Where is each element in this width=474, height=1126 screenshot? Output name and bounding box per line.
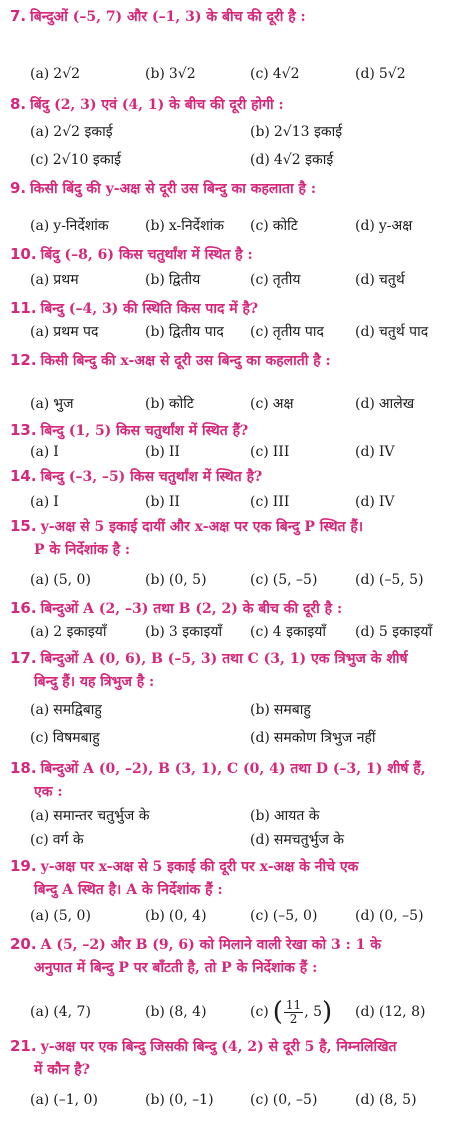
option-text: समद्विबाहु	[53, 702, 102, 718]
q21-option-c	[250, 1090, 317, 1110]
q8-option-d	[250, 150, 333, 170]
q10-option-d	[355, 270, 405, 290]
q18-option-b	[250, 806, 320, 826]
question-text: किसी बिंदु की y-अक्ष से दूरी उस बिन्दु का कहलाता है :	[30, 181, 316, 197]
question-number: 16.	[10, 599, 37, 617]
q12-option-b	[145, 394, 194, 414]
question-15-line-2: P के निर्देशांक है :	[34, 542, 131, 558]
q11-option-d	[355, 322, 428, 342]
option-label: (d)	[355, 272, 375, 288]
question-number: 8.	[10, 95, 27, 113]
option-text: III	[272, 494, 290, 510]
q8-option-c	[30, 150, 121, 170]
option-text: 4 इकाइयाँ	[272, 624, 326, 640]
option-text: (8, 4)	[168, 1004, 207, 1020]
option-label: (a)	[30, 624, 50, 640]
q19-option-d	[355, 906, 424, 926]
q7-option-c	[250, 64, 300, 84]
option-text: 2 इकाइयाँ	[53, 624, 107, 640]
question-text: बिन्दुओं A (2, –3) तथा B (2, 2) के बीच की दूरी है :	[40, 601, 343, 617]
option-text: III	[272, 444, 290, 460]
option-label: (c)	[250, 324, 269, 340]
question-number: 15.	[10, 517, 37, 535]
fraction	[284, 999, 303, 1026]
option-text: समकोण त्रिभुज नहीं	[273, 730, 376, 746]
option-label: (c)	[250, 272, 269, 288]
right-paren: )	[322, 997, 333, 1027]
option-label: (a)	[30, 124, 50, 140]
option-text: x-निर्देशांक	[168, 218, 224, 234]
question-text: बिन्दु (–4, 3) की स्थिति किस पाद में है?	[40, 301, 259, 317]
question-8-line-1	[10, 94, 466, 115]
option-text: y-अक्ष	[378, 218, 413, 234]
q19-option-c	[250, 906, 317, 926]
question-text: A (5, –2) और B (9, 6) को मिलाने वाली रेखा को 3 : 1 के	[40, 937, 382, 953]
option-label: (d)	[355, 572, 375, 588]
q20-option-c	[250, 988, 332, 1036]
q15-option-a	[30, 570, 91, 590]
option-label: (c)	[250, 572, 269, 588]
question-13-line-1	[10, 420, 466, 441]
question-9-line-1	[10, 178, 466, 199]
q20-option-a	[30, 1002, 91, 1022]
option-text: द्वितीय	[168, 272, 201, 288]
fraction-denominator: 2	[289, 1011, 298, 1026]
question-text: बिन्दुओं A (0, 6), B (–5, 3) तथा C (3, 1) एक त्रिभुज के शीर्ष	[40, 651, 408, 667]
option-label: (b)	[250, 702, 270, 718]
option-label: (d)	[355, 218, 375, 234]
option-text: 3√2	[168, 66, 196, 82]
option-text: IV	[378, 444, 395, 460]
question-text: बिंदु (–8, 6) किस चतुर्थांश में स्थित है :	[40, 247, 253, 263]
question-21-line-1	[10, 1036, 466, 1057]
option-text: (0, –5)	[272, 1092, 318, 1108]
option-label: (b)	[250, 808, 270, 824]
option-text: (5, 0)	[53, 908, 91, 924]
q11-option-a	[30, 322, 98, 342]
option-text: कोटि	[168, 396, 194, 412]
option-label: (b)	[145, 572, 165, 588]
option-text: y-निर्देशांक	[53, 218, 109, 234]
option-text: II	[168, 444, 180, 460]
option-label: (d)	[355, 908, 375, 924]
question-17-line-1	[10, 648, 466, 669]
q16-option-c	[250, 622, 326, 642]
q15-option-d	[355, 570, 424, 590]
option-text: (–1, 0)	[53, 1092, 98, 1108]
option-label: (d)	[250, 832, 270, 848]
left-paren: (	[272, 997, 283, 1027]
q9-option-d	[355, 216, 412, 236]
option-text: 5√2	[378, 66, 406, 82]
q13-option-a	[30, 442, 59, 462]
option-text: 2√10 इकाई	[52, 152, 121, 168]
option-label: (d)	[355, 494, 375, 510]
option-text: I	[53, 494, 59, 510]
option-label: (c)	[30, 832, 49, 848]
option-label: (b)	[145, 1092, 165, 1108]
q21-option-a	[30, 1090, 98, 1110]
q9-option-b	[145, 216, 224, 236]
option-label: (c)	[250, 396, 269, 412]
option-text: 2√13 इकाई	[273, 124, 343, 140]
question-text: बिंदु (2, 3) एवं (4, 1) के बीच की दूरी होगी :	[30, 97, 284, 113]
question-19-line-1	[10, 856, 466, 877]
q19-option-a	[30, 906, 91, 926]
option-label: (c)	[250, 444, 269, 460]
q9-option-c	[250, 216, 298, 236]
option-label: (b)	[145, 66, 165, 82]
question-7-line-1	[10, 6, 466, 27]
question-11-line-1	[10, 298, 466, 319]
question-text: बिन्दु (–3, –5) किस चतुर्थांश में स्थित है?	[40, 469, 263, 485]
question-14-line-1	[10, 466, 466, 487]
q13-option-d	[355, 442, 395, 462]
option-label: (d)	[250, 730, 270, 746]
option-text: 4√2 इकाई	[273, 152, 334, 168]
option-label: (b)	[145, 908, 165, 924]
question-number: 21.	[10, 1037, 37, 1055]
option-text: I	[53, 444, 59, 460]
option-label: (b)	[250, 124, 270, 140]
question-text: y-अक्ष से 5 इकाई दायीं और x-अक्ष पर एक बिन्दु P स्थित हैं।	[40, 519, 364, 535]
question-number: 20.	[10, 935, 37, 953]
q14-option-b	[145, 492, 180, 512]
question-10-line-1	[10, 244, 466, 265]
question-19-line-2: बिन्दु A स्थित है। A के निर्देशांक हैं :	[34, 882, 223, 898]
option-label: (b)	[145, 396, 165, 412]
question-number: 9.	[10, 179, 27, 197]
option-label: (a)	[30, 218, 50, 234]
option-text: IV	[378, 494, 395, 510]
option-text: तृतीय पाद	[272, 324, 324, 340]
option-label: (b)	[145, 624, 165, 640]
option-text: (12, 8)	[378, 1004, 426, 1020]
q12-option-c	[250, 394, 294, 414]
question-number: 18.	[10, 759, 37, 777]
question-number: 12.	[10, 351, 37, 369]
q8-option-a	[30, 122, 113, 142]
question-number: 11.	[10, 299, 37, 317]
option-text: (0, –5)	[378, 908, 424, 924]
option-label: (a)	[30, 1004, 50, 1020]
option-text: चतुर्थ	[378, 272, 405, 288]
question-text: बिन्दुओं A (0, –2), B (3, 1), C (0, 4) तथा D (–3, 1) शीर्ष हैं,	[40, 761, 426, 777]
option-label: (c)	[250, 908, 269, 924]
fraction-numerator: 11	[285, 997, 302, 1012]
q9-option-a	[30, 216, 109, 236]
option-label: (a)	[30, 444, 50, 460]
question-text: किसी बिन्दु की x-अक्ष से दूरी उस बिन्दु का कहलाती है :	[40, 353, 331, 369]
q14-option-c	[250, 492, 289, 512]
option-text: (5, –5)	[272, 572, 318, 588]
q15-option-c	[250, 570, 317, 590]
option-text: तृतीय	[272, 272, 301, 288]
q17-option-c	[30, 728, 100, 748]
q7-option-d	[355, 64, 406, 84]
option-text: (4, 7)	[53, 1004, 91, 1020]
q21-option-d	[355, 1090, 417, 1110]
option-label: (b)	[145, 218, 165, 234]
option-text: 4√2	[272, 66, 300, 82]
option-label: (a)	[30, 272, 50, 288]
option-text: वर्ग के	[52, 832, 84, 848]
question-16-line-1	[10, 598, 466, 619]
option-text: (0, –1)	[168, 1092, 214, 1108]
option-label: (d)	[355, 396, 375, 412]
option-label: (d)	[355, 1092, 375, 1108]
option-text: समबाहु	[273, 702, 311, 718]
option-text: (0, 4)	[168, 908, 207, 924]
option-label: (a)	[30, 908, 50, 924]
option-label: (a)	[30, 324, 50, 340]
option-label: (c)	[250, 1092, 269, 1108]
q13-option-b	[145, 442, 180, 462]
option-label: (a)	[30, 702, 50, 718]
option-text: (8, 5)	[378, 1092, 417, 1108]
q12-option-d	[355, 394, 414, 414]
option-text: समान्तर चतुर्भुज के	[53, 808, 150, 824]
option-label: (b)	[145, 1004, 165, 1020]
q18-option-a	[30, 806, 150, 826]
q17-option-a	[30, 700, 102, 720]
q8-option-b	[250, 122, 342, 142]
option-label: (c)	[30, 152, 49, 168]
q15-option-b	[145, 570, 207, 590]
option-label: (a)	[30, 808, 50, 824]
question-15-line-1	[10, 516, 466, 537]
option-label: (a)	[30, 396, 50, 412]
option-text: आलेख	[378, 396, 415, 412]
option-text: (0, 5)	[168, 572, 207, 588]
q11-option-c	[250, 322, 324, 342]
option-text: अक्ष	[272, 396, 294, 412]
option-label: (d)	[355, 66, 375, 82]
q20-option-b	[145, 1002, 207, 1022]
option-label: (a)	[30, 572, 50, 588]
q7-option-b	[145, 64, 196, 84]
question-21-line-2: में कौन है?	[34, 1062, 90, 1078]
question-number: 14.	[10, 467, 37, 485]
q16-option-d	[355, 622, 432, 642]
q10-option-a	[30, 270, 79, 290]
option-label: (d)	[355, 1004, 375, 1020]
option-text: चतुर्थ पाद	[378, 324, 429, 340]
q17-option-b	[250, 700, 311, 720]
option-text: कोटि	[272, 218, 298, 234]
option-label: (a)	[30, 494, 50, 510]
option-text: 5 इकाइयाँ	[378, 624, 433, 640]
option-text: भुज	[53, 396, 74, 412]
question-20-line-2: अनुपात में बिन्दु P पर बाँटती है, तो P के निर्देशांक हैं :	[34, 960, 318, 976]
question-text: बिन्दुओं (–5, 7) और (–1, 3) के बीच की दूरी है :	[30, 9, 306, 25]
question-number: 17.	[10, 649, 37, 667]
question-20-line-1	[10, 934, 466, 955]
option-text: II	[168, 494, 180, 510]
q18-option-d	[250, 830, 344, 850]
q20-option-d	[355, 1002, 425, 1022]
q19-option-b	[145, 906, 207, 926]
option-label: (b)	[145, 272, 165, 288]
option-label: (d)	[250, 152, 270, 168]
question-number: 13.	[10, 421, 37, 439]
option-text: प्रथम	[53, 272, 79, 288]
option-text: (–5, 5)	[378, 572, 424, 588]
q14-option-a	[30, 492, 59, 512]
question-text: बिन्दु (1, 5) किस चतुर्थांश में स्थित हैं?	[40, 423, 249, 439]
question-18-line-1	[10, 758, 466, 779]
option-text: विषमबाहु	[52, 730, 100, 746]
q14-option-d	[355, 492, 395, 512]
question-text: y-अक्ष पर एक बिन्दु जिसकी बिन्दु (4, 2) से दूरी 5 है, निम्नलिखित	[40, 1039, 397, 1055]
option-label: (c)	[250, 624, 269, 640]
option-label: (c)	[250, 218, 269, 234]
option-label: (d)	[355, 624, 375, 640]
option-label: (a)	[30, 66, 50, 82]
option-label: (d)	[355, 324, 375, 340]
q16-option-a	[30, 622, 107, 642]
option-text: 2√2	[53, 66, 81, 82]
option-text: 2√2 इकाई	[53, 124, 113, 140]
q10-option-b	[145, 270, 200, 290]
q17-option-d	[250, 728, 376, 748]
q16-option-b	[145, 622, 222, 642]
q10-option-c	[250, 270, 300, 290]
option-label: (c)	[250, 1004, 269, 1020]
question-12-line-1	[10, 350, 466, 371]
question-18-line-2: एक :	[34, 784, 63, 800]
option-label: (b)	[145, 444, 165, 460]
question-17-line-2: बिन्दु हैं। यह त्रिभुज है :	[34, 674, 155, 690]
option-text: समचतुर्भुज के	[273, 832, 345, 848]
option-text: 3 इकाइयाँ	[168, 624, 223, 640]
option-label: (b)	[145, 324, 165, 340]
q12-option-a	[30, 394, 74, 414]
option-text: आयत के	[273, 808, 320, 824]
option-label: (b)	[145, 494, 165, 510]
option-text: (5, 0)	[53, 572, 91, 588]
option-label: (c)	[250, 494, 269, 510]
question-number: 19.	[10, 857, 37, 875]
option-label: (c)	[250, 66, 269, 82]
q11-option-b	[145, 322, 224, 342]
question-text: y-अक्ष पर x-अक्ष से 5 इकाई की दूरी पर x-अक्ष के नीचे एक	[40, 859, 359, 875]
q18-option-c	[30, 830, 84, 850]
q21-option-b	[145, 1090, 214, 1110]
q7-option-a	[30, 64, 80, 84]
question-number: 10.	[10, 245, 37, 263]
q13-option-c	[250, 442, 289, 462]
question-number: 7.	[10, 7, 27, 25]
option-label: (a)	[30, 1092, 50, 1108]
option-label: (c)	[30, 730, 49, 746]
fraction-rest: , 5	[304, 1004, 323, 1020]
option-text: द्वितीय पाद	[168, 324, 224, 340]
option-text: प्रथम पद	[53, 324, 99, 340]
option-label: (d)	[355, 444, 375, 460]
option-text: (–5, 0)	[272, 908, 318, 924]
